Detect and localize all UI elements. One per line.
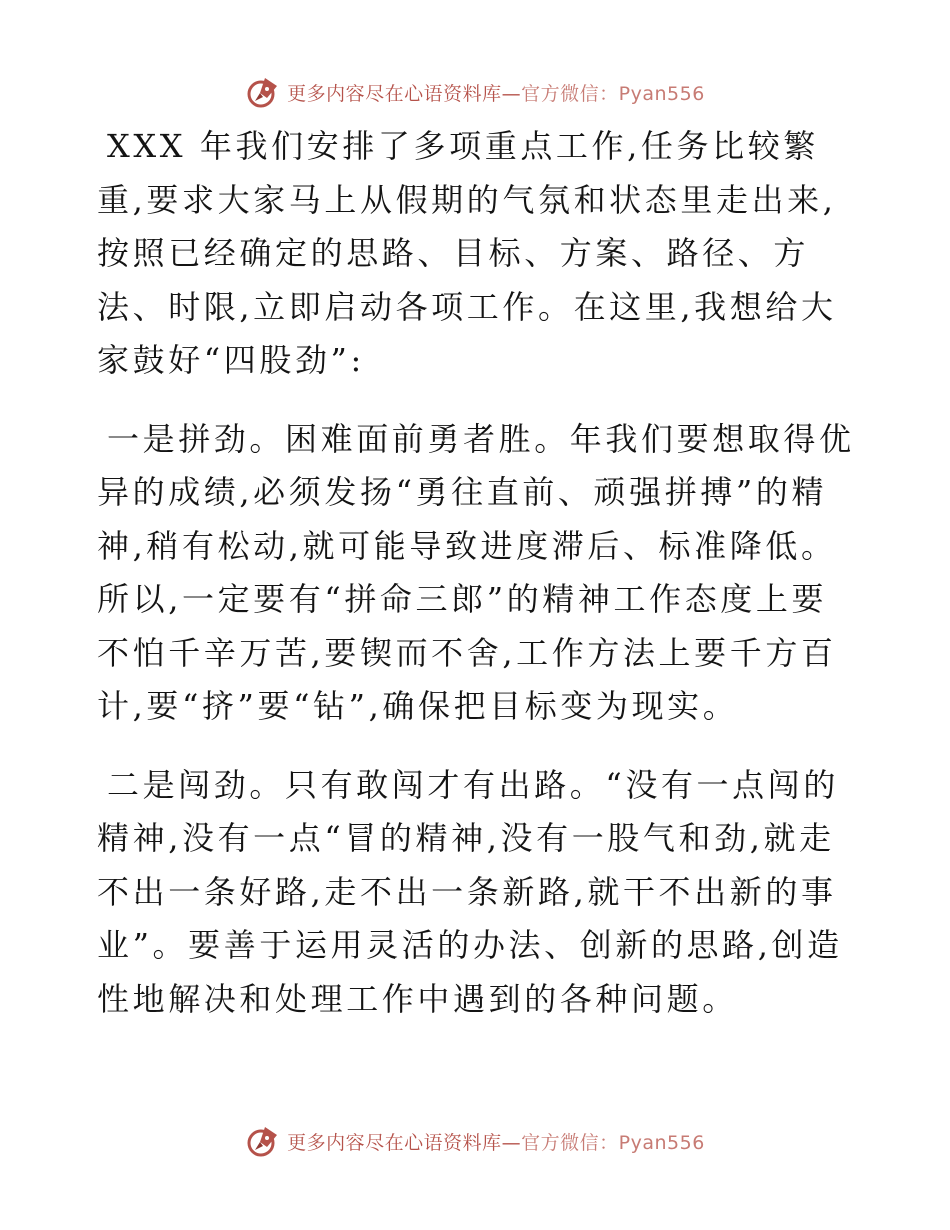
watermark-text [287,79,705,106]
pen-nib-circle-icon [245,1123,281,1159]
watermark-wechat: 官方微信：Pyan556 [521,82,705,105]
watermark-site: 更多内容尽在心语资料库— [287,82,522,105]
paragraph-chuangjin: 二是闯劲。只有敢闯才有出路。“没有一点闯的精神,没有一点“冒的精神,没有一股气和劲,就走不出一条好路,走不出一条新路,就干不出新的事业”。要善于运用灵活的办法、创新的思路,创造性地解决和处理工作中遇到的各种问题。 [97,765,843,1018]
watermark-wechat: 官方微信：Pyan556 [521,1131,705,1154]
header-watermark [0,72,950,112]
document-body [97,120,857,1026]
pen-nib-circle-icon [245,74,281,110]
paragraph-pinjin: 一是拼劲。困难面前勇者胜。年我们要想取得优异的成绩,必须发扬“勇往直前、顽强拼搏”的精神,稍有松动,就可能导致进度滞后、标准降低。所以,一定要有“拼命三郎”的精神工作态度上要不怕千辛万苦,要锲而不舍,工作方法上要千方百计,要“挤”要“钻”,确保把目标变为现实。 [97,419,855,725]
paragraph-intro: XXX 年我们安排了多项重点工作,任务比较繁重,要求大家马上从假期的气氛和状态里走出来,按照已经确定的思路、目标、方案、路径、方法、时限,立即启动各项工作。在这里,我想给大家鼓好“四股劲”: [97,127,837,379]
footer-watermark [0,1121,950,1161]
watermark-text [287,1128,705,1155]
watermark-site: 更多内容尽在心语资料库— [287,1131,522,1154]
